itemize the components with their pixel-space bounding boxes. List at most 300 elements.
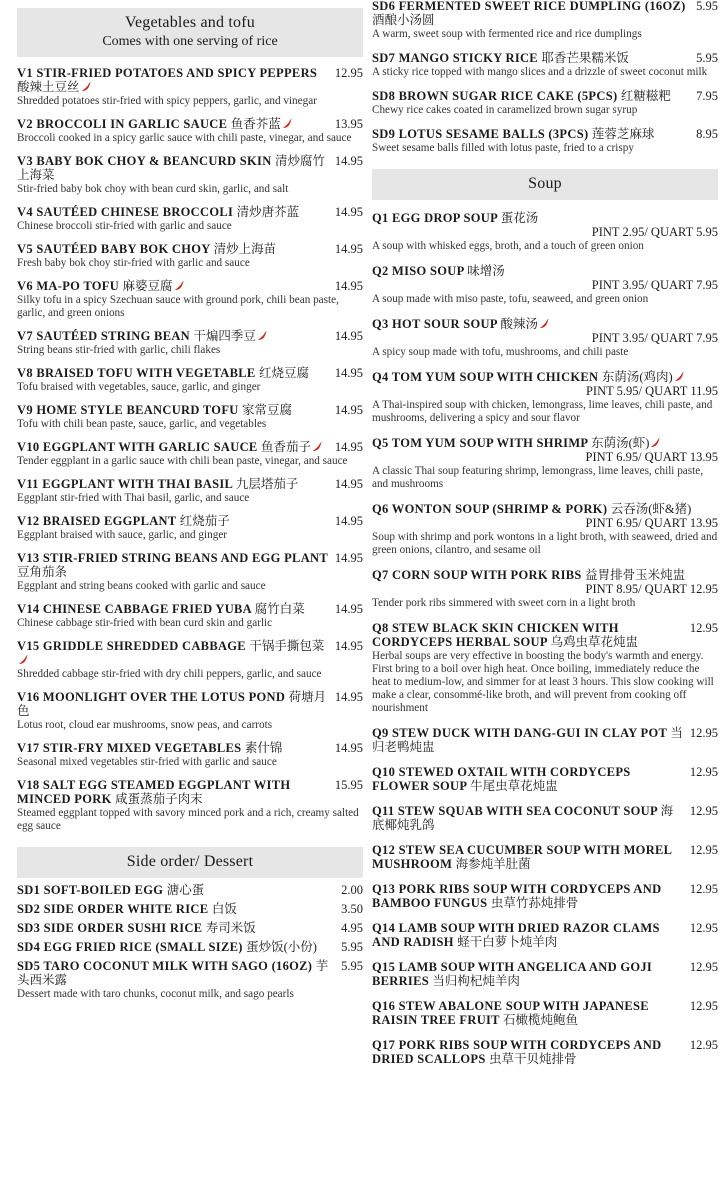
menu-item-code: V14 [17, 602, 40, 616]
menu-item [17, 940, 363, 954]
menu-item-title: EGG FRIED RICE (SMALL SIZE) [43, 940, 243, 954]
menu-item [17, 921, 363, 935]
menu-item-row [17, 959, 363, 987]
menu-item-price: PINT 3.95/ QUART 7.95 [591, 331, 718, 345]
menu-item-code: V15 [17, 639, 40, 653]
menu-item-name [17, 959, 341, 987]
menu-item-chinese-name: 腐竹白菜 [254, 602, 305, 616]
menu-item-name [372, 89, 696, 103]
menu-item-name [17, 403, 335, 417]
menu-item-chinese-name: 耶香芒果糯米饭 [541, 51, 629, 65]
menu-item-title: GRIDDLE SHREDDED CABBAGE [42, 639, 246, 653]
menu-item-price: 13.95 [334, 117, 363, 131]
menu-item-description: Silky tofu in a spicy Szechuan sauce with ground pork, chili bean paste, garlic, and green onions [17, 294, 339, 319]
menu-item-code: V9 [17, 403, 33, 417]
menu-item-name [17, 477, 335, 491]
menu-item-description: A soup made with miso paste, tofu, seaweed, and green onion [372, 293, 649, 305]
menu-item-code: V1 [17, 66, 33, 80]
menu-item-name [17, 242, 335, 256]
menu-item-title: TARO COCONUT MILK WITH SAGO (16OZ) [43, 959, 313, 973]
menu-item-row [17, 690, 363, 718]
menu-item-row [372, 843, 718, 871]
menu-item-chinese-name: 荷塘月色 [17, 690, 327, 718]
menu-item-row [17, 403, 363, 417]
menu-item [372, 843, 718, 871]
menu-item-code: V10 [17, 440, 40, 454]
menu-item-description: Eggplant and string beans cooked with garlic and sauce [17, 580, 266, 592]
menu-item [372, 726, 718, 754]
menu-item-chinese-name: 酒酿小汤圆 [372, 13, 435, 27]
menu-item-code: Q9 [372, 726, 389, 740]
menu-item-name [17, 778, 335, 806]
menu-item-name [372, 436, 718, 450]
menu-item [372, 0, 718, 41]
menu-item-price: 12.95 [689, 960, 718, 974]
menu-item-code: Q5 [372, 436, 389, 450]
menu-item-row [372, 726, 718, 754]
menu-item-row [372, 502, 718, 516]
menu-item-price: 12.95 [334, 66, 363, 80]
menu-item-price: 14.95 [334, 602, 363, 616]
menu-item-name [372, 621, 690, 649]
menu-item [17, 514, 363, 542]
menu-item-title: LAMB SOUP WITH ANGELICA AND GOJI BERRIES [372, 960, 653, 988]
menu-item-title: SIDE ORDER SUSHI RICE [43, 921, 203, 935]
menu-item-name [17, 154, 335, 182]
menu-item-description: Eggplant braised with sauce, garlic, and ginger [17, 529, 228, 541]
menu-item-name [17, 921, 341, 935]
menu-item-title: SAUTÉED BABY BOK CHOY [36, 242, 211, 256]
menu-item-code: Q13 [372, 882, 396, 896]
menu-item-row [372, 1038, 718, 1066]
veg-item-list [17, 66, 363, 833]
menu-item-row [372, 804, 718, 832]
menu-item-name [372, 370, 718, 384]
menu-item-description: A soup with whisked eggs, broth, and a touch of green onion [372, 240, 644, 252]
menu-item-chinese-name: 乌鸡虫草花炖盅 [550, 635, 639, 649]
menu-item-row [17, 639, 363, 667]
menu-item-code: SD3 [17, 921, 41, 935]
menu-item-title: EGGPLANT WITH GARLIC SAUCE [42, 440, 258, 454]
menu-item-code: V11 [17, 477, 39, 491]
menu-item-description: Lotus root, cloud ear mushrooms, snow peas, and carrots [17, 719, 273, 731]
menu-item-name [17, 279, 335, 293]
menu-item-row [17, 329, 363, 343]
menu-item-name [372, 765, 690, 793]
menu-item-row [372, 436, 718, 450]
menu-item-price: 15.95 [334, 778, 363, 792]
menu-item-title: BRAISED EGGPLANT [42, 514, 177, 528]
menu-item-name [372, 264, 718, 278]
veg-section-header [17, 8, 363, 57]
menu-item-name [17, 440, 335, 454]
menu-item-name [372, 882, 690, 910]
menu-item-title: STEW BLACK SKIN CHICKEN WITH CORDYCEPS HERBAL SOUP [372, 621, 619, 649]
menu-item-row [372, 264, 718, 278]
menu-item-title: STEW SEA CUCUMBER SOUP WITH MOREL MUSHROOM [372, 843, 672, 871]
menu-item-title: PORK RIBS SOUP WITH CORDYCEPS AND DRIED SCALLOPS [372, 1038, 662, 1066]
menu-item-title: WONTON SOUP (SHRIMP & PORK) [391, 502, 608, 516]
menu-item [372, 568, 718, 610]
menu-item [372, 317, 718, 359]
menu-item-name [17, 551, 335, 579]
menu-item [372, 436, 718, 491]
menu-item-title: HOME STYLE BEANCURD TOFU [36, 403, 239, 417]
menu-item-row [17, 778, 363, 806]
menu-item-title: STEW DUCK WITH DANG-GUI IN CLAY POT [392, 726, 667, 740]
menu-item [17, 778, 363, 833]
menu-item-price: 14.95 [334, 279, 363, 293]
menu-item [17, 902, 363, 916]
menu-item-code: Q17 [372, 1038, 396, 1052]
menu-item-title: BROWN SUGAR RICE CAKE (5PCS) [398, 89, 618, 103]
chili-pepper-icon [257, 331, 267, 341]
menu-item-price: 12.95 [689, 765, 718, 779]
menu-item [17, 117, 363, 145]
menu-item-title: CHINESE CABBAGE FRIED YUBA [42, 602, 252, 616]
menu-item-name [372, 51, 696, 65]
menu-item-chinese-name: 石橄榄炖鲍鱼 [503, 1013, 579, 1027]
menu-item-chinese-name: 干煸四季豆 [193, 329, 256, 343]
menu-item-title: SALT EGG STEAMED EGGPLANT WITH MINCED PORK [17, 778, 291, 806]
menu-item-chinese-name: 寿司米饭 [205, 921, 256, 935]
menu-item-chinese-name: 九层塔茄子 [235, 477, 299, 491]
menu-item-description: Shredded cabbage stir-fried with dry chili peppers, garlic, and sauce [17, 668, 322, 680]
menu-item-price: 14.95 [334, 366, 363, 380]
menu-item-row [17, 551, 363, 579]
menu-item [17, 741, 363, 769]
menu-item-row [372, 999, 718, 1027]
menu-item-title: TOM YUM SOUP WITH CHICKEN [391, 370, 599, 384]
menu-item-code: SD2 [17, 902, 41, 916]
menu-item-code: SD5 [17, 959, 41, 973]
menu-item-price: 14.95 [334, 440, 363, 454]
menu-item-chinese-name: 云吞汤(虾&猪) [610, 502, 692, 516]
chili-pepper-icon [282, 119, 292, 129]
menu-item-title: EGGPLANT WITH THAI BASIL [42, 477, 233, 491]
menu-item-code: Q14 [372, 921, 396, 935]
menu-item [17, 959, 363, 1001]
menu-item-price: 5.95 [341, 959, 363, 973]
menu-item-name [372, 999, 690, 1027]
menu-item-title: CORN SOUP WITH PORK RIBS [392, 568, 582, 582]
menu-item-price: 14.95 [334, 154, 363, 168]
menu-item-description: Tender eggplant in a garlic sauce with chili bean paste, vinegar, and sauce [17, 455, 348, 467]
menu-item-title: BABY BOK CHOY & BEANCURD SKIN [36, 154, 272, 168]
menu-item-name [17, 66, 335, 94]
menu-item-chinese-name: 当归枸杞炖羊肉 [432, 974, 520, 988]
menu-item-name [17, 329, 335, 343]
menu-item-price: 12.95 [689, 921, 718, 935]
menu-item-chinese-name: 清炒腐竹上海菜 [17, 154, 326, 182]
menu-item-row [372, 89, 718, 103]
menu-item-price: 14.95 [334, 403, 363, 417]
menu-item-code: Q2 [372, 264, 389, 278]
menu-item-code: Q1 [372, 211, 389, 225]
menu-item-price: 3.50 [341, 902, 363, 916]
menu-item-code: V3 [17, 154, 33, 168]
menu-item-code: SD8 [372, 89, 396, 103]
menu-item-code: V13 [17, 551, 40, 565]
menu-item-title: STEW SQUAB WITH SEA COCONUT SOUP [397, 804, 658, 818]
menu-item-price: 14.95 [334, 205, 363, 219]
chili-pepper-icon [674, 372, 684, 382]
menu-item-price: 14.95 [334, 477, 363, 491]
menu-item-chinese-name: 虫草干贝炖排骨 [489, 1052, 577, 1066]
menu-item-row [372, 317, 718, 331]
left-column [17, 8, 363, 1001]
soup-item-list [372, 211, 718, 1066]
menu-item [17, 205, 363, 233]
menu-item-row [17, 602, 363, 616]
menu-item [372, 89, 718, 117]
menu-item-description: Seasonal mixed vegetables stir-fried with garlic and sauce [17, 756, 277, 768]
menu-item-chinese-name: 芋头西米露 [17, 959, 329, 987]
menu-item-chinese-name: 红烧茄子 [179, 514, 230, 528]
menu-item [17, 440, 363, 468]
menu-item-price: PINT 8.95/ QUART 12.95 [585, 582, 718, 596]
menu-item-title: STEW ABALONE SOUP WITH JAPANESE RAISIN TREE FRUIT [372, 999, 649, 1027]
menu-item-price: PINT 5.95/ QUART 11.95 [585, 384, 718, 398]
menu-item-price: 4.95 [341, 921, 363, 935]
menu-item-chinese-name: 清炒唐芥蓝 [236, 205, 300, 219]
menu-item-name [372, 843, 690, 871]
dessert-item-list [372, 0, 718, 155]
menu-item [17, 551, 363, 593]
menu-item-description: Chinese cabbage stir-fried with bean curd skin and garlic [17, 617, 273, 629]
menu-item-name [372, 960, 690, 988]
menu-item-code: Q11 [372, 804, 395, 818]
menu-item-row [372, 370, 718, 384]
menu-item-description: A Thai-inspired soup with chicken, lemongrass, lime leaves, chili paste, and mushrooms, delivering a spicy and sour flavor [372, 399, 713, 424]
menu-item-row [17, 66, 363, 94]
menu-item [372, 999, 718, 1027]
menu-item-title: STEWED OXTAIL WITH CORDYCEPS FLOWER SOUP [372, 765, 631, 793]
menu-item-price: PINT 2.95/ QUART 5.95 [591, 225, 718, 239]
menu-item-code: Q4 [372, 370, 389, 384]
menu-item-row [17, 477, 363, 491]
menu-item-title: STIR-FRIED POTATOES AND SPICY PEPPERS [36, 66, 318, 80]
menu-item-row [17, 940, 363, 954]
menu-item-name [372, 127, 696, 141]
menu-item-row [17, 440, 363, 454]
menu-item-title: PORK RIBS SOUP WITH CORDYCEPS AND BAMBOO FUNGUS [372, 882, 662, 910]
menu-item-title: BROCCOLI IN GARLIC SAUCE [36, 117, 228, 131]
menu-item-chinese-name: 白饭 [211, 902, 237, 916]
menu-item-price: 12.95 [689, 804, 718, 818]
menu-item-description: Dessert made with taro chunks, coconut milk, and sago pearls [17, 988, 294, 1000]
menu-item [17, 690, 363, 732]
menu-item [372, 882, 718, 910]
menu-item-title: SOFT-BOILED EGG [43, 883, 164, 897]
menu-item-row [17, 921, 363, 935]
menu-item [17, 602, 363, 630]
menu-item-row [372, 765, 718, 793]
menu-item-chinese-name: 麻婆豆腐 [122, 279, 173, 293]
menu-item-title: SAUTÉED CHINESE BROCCOLI [36, 205, 234, 219]
menu-item [372, 211, 718, 253]
menu-item-row [17, 366, 363, 380]
veg-section-title: Vegetables and tofu [125, 14, 255, 31]
menu-item-name [372, 921, 690, 949]
menu-item-price: 12.95 [689, 843, 718, 857]
menu-item [372, 921, 718, 949]
menu-item [17, 883, 363, 897]
menu-item-price: 14.95 [334, 514, 363, 528]
veg-section-subtitle: Comes with one serving of rice [102, 34, 278, 49]
menu-item-chinese-name: 家常豆腐 [242, 403, 293, 417]
menu-item-row [17, 514, 363, 528]
menu-item-row [372, 882, 718, 910]
menu-item-name [372, 568, 718, 582]
menu-item-description: String beans stir-fried with garlic, chili flakes [17, 344, 221, 356]
menu-item-chinese-name: 海底椰炖乳鸽 [372, 804, 674, 832]
menu-item-chinese-name: 虫草竹荪炖排骨 [490, 896, 579, 910]
chili-pepper-icon [81, 82, 91, 92]
menu-item-row [17, 741, 363, 755]
menu-item-name [17, 883, 341, 897]
menu-item-row [372, 127, 718, 141]
menu-item-code: Q8 [372, 621, 389, 635]
menu-item-code: V17 [17, 741, 40, 755]
menu-item-description: Tofu with chili bean paste, sauce, garlic, and vegetables [17, 418, 267, 430]
menu-item-price: 5.95 [696, 51, 718, 65]
menu-item-name [372, 502, 718, 516]
menu-item-chinese-name: 红烧豆腐 [258, 366, 309, 380]
menu-item-code: Q12 [372, 843, 396, 857]
menu-item-price: 7.95 [696, 89, 718, 103]
menu-item-chinese-name: 当归老鸭炖盅 [372, 726, 683, 754]
menu-item [372, 621, 718, 715]
menu-item-description: A sticky rice topped with mango slices and a drizzle of sweet coconut milk [372, 66, 708, 78]
menu-item-chinese-name: 东荫汤(虾) [591, 436, 650, 450]
menu-item-code: V2 [17, 117, 33, 131]
menu-item-chinese-name: 莲蓉芝麻球 [591, 127, 655, 141]
menu-item-row [372, 51, 718, 65]
menu-item-code: SD4 [17, 940, 41, 954]
menu-item-code: SD9 [372, 127, 396, 141]
menu-item [372, 51, 718, 79]
menu-item-chinese-name: 豆角茄条 [17, 565, 68, 579]
menu-item-name [17, 639, 335, 667]
menu-item-title: EGG DROP SOUP [392, 211, 498, 225]
menu-item-title: SAUTÉED STRING BEAN [36, 329, 190, 343]
menu-item-chinese-name: 蛋炒饭(小份) [246, 940, 317, 954]
menu-item-chinese-name: 蛋花汤 [500, 211, 539, 225]
menu-item-title: TOM YUM SOUP WITH SHRIMP [391, 436, 588, 450]
menu-item-row [17, 242, 363, 256]
menu-item-name [17, 741, 335, 755]
menu-item-row [17, 117, 363, 131]
menu-item-chinese-name: 牛尾虫草花炖盅 [470, 779, 558, 793]
menu-item-price: 12.95 [689, 1038, 718, 1052]
side-section-header [17, 847, 363, 878]
menu-item-price: 5.95 [696, 0, 718, 13]
menu-item [372, 502, 718, 557]
menu-item-price: 5.95 [341, 940, 363, 954]
menu-item-row [17, 154, 363, 182]
menu-item-name [17, 902, 341, 916]
menu-item-code: Q15 [372, 960, 396, 974]
menu-item-code: SD1 [17, 883, 41, 897]
menu-item-description: Eggplant stir-fried with Thai basil, garlic, and sauce [17, 492, 250, 504]
menu-item-code: Q10 [372, 765, 396, 779]
menu-item-chinese-name: 咸蛋蒸茄子肉末 [115, 792, 203, 806]
menu-item-code: Q6 [372, 502, 389, 516]
menu-item-row [372, 0, 718, 27]
menu-item-description: Stir-fried baby bok choy with bean curd skin, garlic, and salt [17, 183, 289, 195]
menu-item-description: Tender pork ribs simmered with sweet corn in a light broth [372, 597, 636, 609]
menu-item [17, 66, 363, 108]
menu-item-code: SD6 [372, 0, 396, 13]
menu-item-code: Q3 [372, 317, 389, 331]
menu-item-name [372, 0, 696, 27]
menu-item-price: 14.95 [334, 329, 363, 343]
menu-item-chinese-name: 鱼香芥蓝 [230, 117, 281, 131]
menu-item-name [372, 317, 718, 331]
menu-item-description: A spicy soup made with tofu, mushrooms, and chili paste [372, 346, 629, 358]
menu-item-price: 8.95 [696, 127, 718, 141]
menu-item-row [17, 902, 363, 916]
menu-item-name [17, 117, 335, 131]
menu-item-price: 12.95 [689, 726, 718, 740]
menu-item-title: MANGO STICKY RICE [398, 51, 538, 65]
menu-item-description: A warm, sweet soup with fermented rice and rice dumplings [372, 28, 642, 40]
menu-item-price: 12.95 [689, 621, 718, 635]
menu-item-code: V5 [17, 242, 33, 256]
menu-item-price: PINT 3.95/ QUART 7.95 [591, 278, 718, 292]
menu-item-code: V18 [17, 778, 40, 792]
chili-pepper-icon [18, 655, 28, 665]
menu-item-name [372, 1038, 690, 1066]
menu-item-title: MA-PO TOFU [36, 279, 120, 293]
menu-item-row [372, 621, 718, 649]
menu-item-chinese-name: 清炒上海苗 [213, 242, 277, 256]
chili-pepper-icon [174, 281, 184, 291]
side-section-title: Side order/ Dessert [126, 853, 254, 870]
soup-section-header [372, 169, 718, 200]
menu-item [17, 477, 363, 505]
menu-item-chinese-name: 味增汤 [467, 264, 505, 278]
menu-item-row [17, 279, 363, 293]
menu-item-chinese-name: 素什锦 [244, 741, 283, 755]
menu-item [17, 403, 363, 431]
menu-item-price: 14.95 [334, 639, 363, 653]
right-column [372, 0, 718, 1066]
menu-item-price: PINT 6.95/ QUART 13.95 [585, 516, 718, 530]
chili-pepper-icon [650, 438, 660, 448]
menu-item-description: Fresh baby bok choy stir-fried with garlic and sauce [17, 257, 250, 269]
menu-item [17, 279, 363, 320]
menu-item-price: 12.95 [689, 999, 718, 1013]
menu-item-code: SD7 [372, 51, 396, 65]
menu-item-price: PINT 6.95/ QUART 13.95 [585, 450, 718, 464]
menu-item-title: HOT SOUR SOUP [392, 317, 498, 331]
menu-item-code: V8 [17, 366, 33, 380]
menu-item-code: Q16 [372, 999, 396, 1013]
menu-item-chinese-name: 红糖糍粑 [620, 89, 671, 103]
menu-item-name [17, 690, 335, 718]
menu-item-title: LAMB SOUP WITH DRIED RAZOR CLAMS AND RADISH [372, 921, 660, 949]
menu-item-chinese-name: 蛏干白萝卜炖羊肉 [457, 935, 558, 949]
menu-item-row [372, 921, 718, 949]
menu-item-chinese-name: 鱼香茄子 [261, 440, 312, 454]
chili-pepper-icon [539, 319, 549, 329]
menu-item-price: 14.95 [334, 551, 363, 565]
menu-item-chinese-name: 海参炖羊肚菌 [455, 857, 531, 871]
menu-item [372, 1038, 718, 1066]
menu-item-name [17, 514, 335, 528]
